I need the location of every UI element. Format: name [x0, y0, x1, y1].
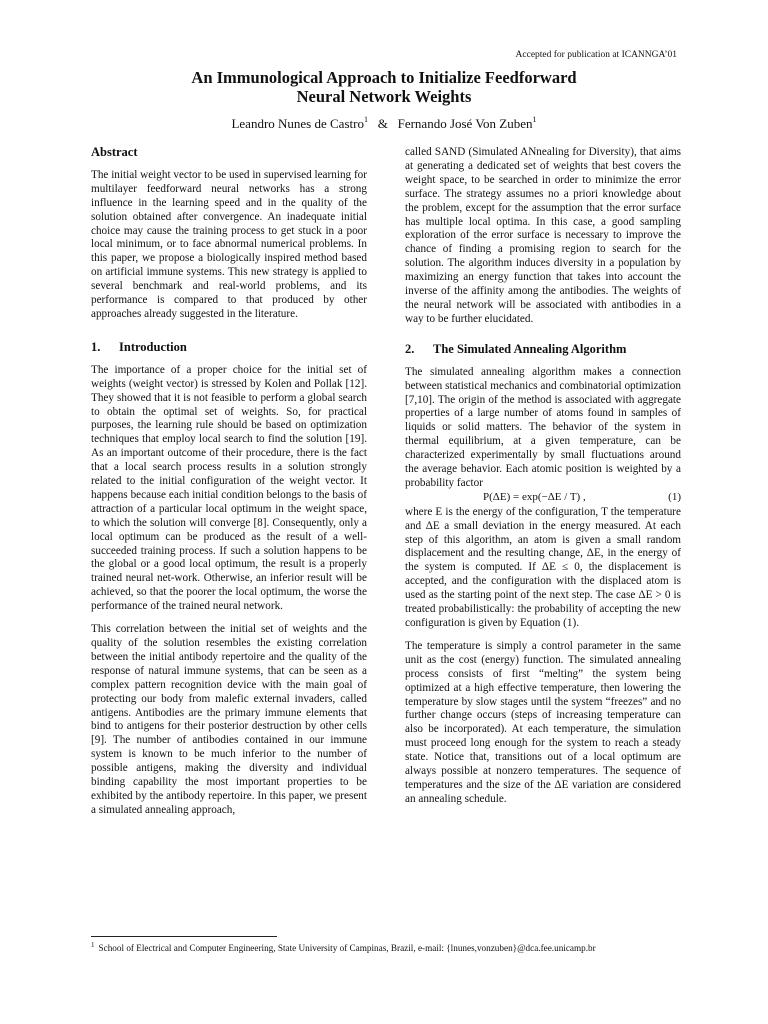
introduction-paragraph-2: This correlation between the initial set of weights and the quality of the solution resembles the existing correlation between the initial antibody repertoire and the quality of the response of natural immune systems, that can be seen as a complex pattern recognition device with the main goal of protecting our body from malefic external invaders, called antigens. Antibodies are the primary immune elements that bind to antigens for their posterior destruction by other cells [9]. The number of antibodies contained in our immune system is known to be much inferior to the number of possible antigens, making the diversity and individual binding capability the most important properties to be exhibited by the antibody repertoire. In this paper, we present a simulated annealing approach, [91, 623, 367, 816]
section-2-number: 2. [405, 341, 415, 356]
author-line [0, 115, 768, 132]
paper-title [0, 68, 768, 106]
equation-1 [405, 491, 681, 505]
author-separator: & [377, 116, 388, 131]
section-2-paragraph-3: The temperature is simply a control parameter in the same unit as the cost (energy) function. The simulated annealing process consists of first “melting” the system being optimized at a high effective temperature, then lowering the temperature by slow stages until the system “freezes” and no further change occurs (steps of increasing temperature can also be incorporated). At each temperature, the simulation must proceed long enough for the system to reach a steady state. Notice that, transitions out of a local optimum are always possible at nonzero temperatures. The sequence of temperatures and the size of the ΔE variation are considered an annealing schedule. [405, 639, 681, 805]
section-2-paragraph-1: The simulated annealing algorithm makes a connection between statistical mechanics and combinatorial optimization [7,10]. The origin of the method is associated with aggregate properties of a large number of atoms found in samples of liquids or solid matters. The behavior of the system in thermal equilibrium, at a given temperature, can be characterized experimentally by small fluctuations around the average behavior. Each atomic position is weighted by a probability factor [405, 365, 681, 489]
right-column [405, 146, 681, 816]
section-2-paragraph-2: where E is the energy of the configuration, T the temperature and ΔE a small deviation in the energy measured. At each step of this algorithm, an atom is given a small random displacement and the resulting change, ΔE, in the energy of the system is computed. If ΔE ≤ 0, the displacement is accepted, and the configuration with the displaced atom is used as the starting point of the next step. The case ΔE > 0 is treated probabilistically: the probability of accepting the new configuration is given by Equation (1). [405, 505, 681, 629]
left-column [91, 146, 367, 827]
title-line-2: Neural Network Weights [296, 87, 472, 106]
equation-1-body: P(ΔE) = exp(−ΔE / T) , [483, 490, 586, 503]
author-2-affiliation-mark: 1 [532, 115, 537, 124]
title-line-1: An Immunological Approach to Initialize Feedforward [191, 68, 577, 87]
section-2-title: The Simulated Annealing Algorithm [433, 341, 627, 356]
introduction-number: 1. [91, 339, 101, 354]
introduction-title: Introduction [119, 339, 187, 354]
footnote-marker: 1 [91, 941, 95, 949]
author-2: Fernando José Von Zuben [397, 116, 533, 131]
author-1: Leandro Nunes de Castro [231, 116, 364, 131]
footnote-divider [91, 936, 277, 937]
equation-1-number: (1) [668, 490, 681, 503]
introduction-continued: called SAND (Simulated ANnealing for Diversity), that aims at generating a dedicated set of weights that best covers the weight space, to be searched in order to minimize the error surface. The strategy assumes no a priori knowledge about the problem, except for the assumption that the error surface has multiple local optima. In this case, a good sampling exploration of the error surface is necessary to improve the chance of finding a promising region to search for the solution. The algorithm induces diversity in a population by maximizing an energy function that takes into account the inverse of the affinity among the antibodies. The weights of the neural network will be associated with antibodies in a way to be further elucidated. [405, 146, 681, 325]
footnote-text: School of Electrical and Computer Engineering, State University of Campinas, Brazil, e-mail: {lnunes,vonzuben}@dca.fee.unicamp.br [98, 943, 596, 953]
introduction-paragraph-1: The importance of a proper choice for the initial set of weights (weight vector) is stressed by Kolen and Pollak [12]. They showed that it is not feasible to perform a global search to obtain the optimal set of weights. So, for practical purposes, the learning rule should be based on optimization techniques that employ local search to find the solution [19]. As an important outcome of their procedure, there is the fact that a local search process results in a solution strongly related to the initial configuration of the weight vector. It happens because each initial condition belongs to the basis of attraction of a particular local optimum in the weight space, to which the solution will converge [8]. Consequently, only a local optimum can be produced as the result of a well-succeeded training process. If such a solution happens to be the global or a good local optimum, the result is a properly trained neural net-work. Otherwise, an inferior result will be achieved, so that the poorer the local optimum, the worse the performance of the trained neural network. [91, 363, 367, 613]
abstract-heading: Abstract [91, 145, 138, 159]
section-2-heading [405, 343, 681, 357]
introduction-heading [91, 341, 367, 355]
abstract-text: The initial weight vector to be used in supervised learning for multilayer feedforward neural networks has a strong influence in the learning speed and in the quality of the solution obtained after convergence. An inadequate initial choice may cause the training process to get stuck in a poor local minimum, or to face abnormal numerical problems. In this paper, we propose a biologically inspired method based on artificial immune systems. This new strategy is applied to several benchmark and real-world problems, and its performance is compared to that produced by other approaches already suggested in the literature. [91, 168, 367, 320]
author-1-affiliation-mark: 1 [363, 115, 368, 124]
publication-note: Accepted for publication at ICANNGA’01 [515, 50, 677, 60]
footnote [91, 941, 691, 953]
